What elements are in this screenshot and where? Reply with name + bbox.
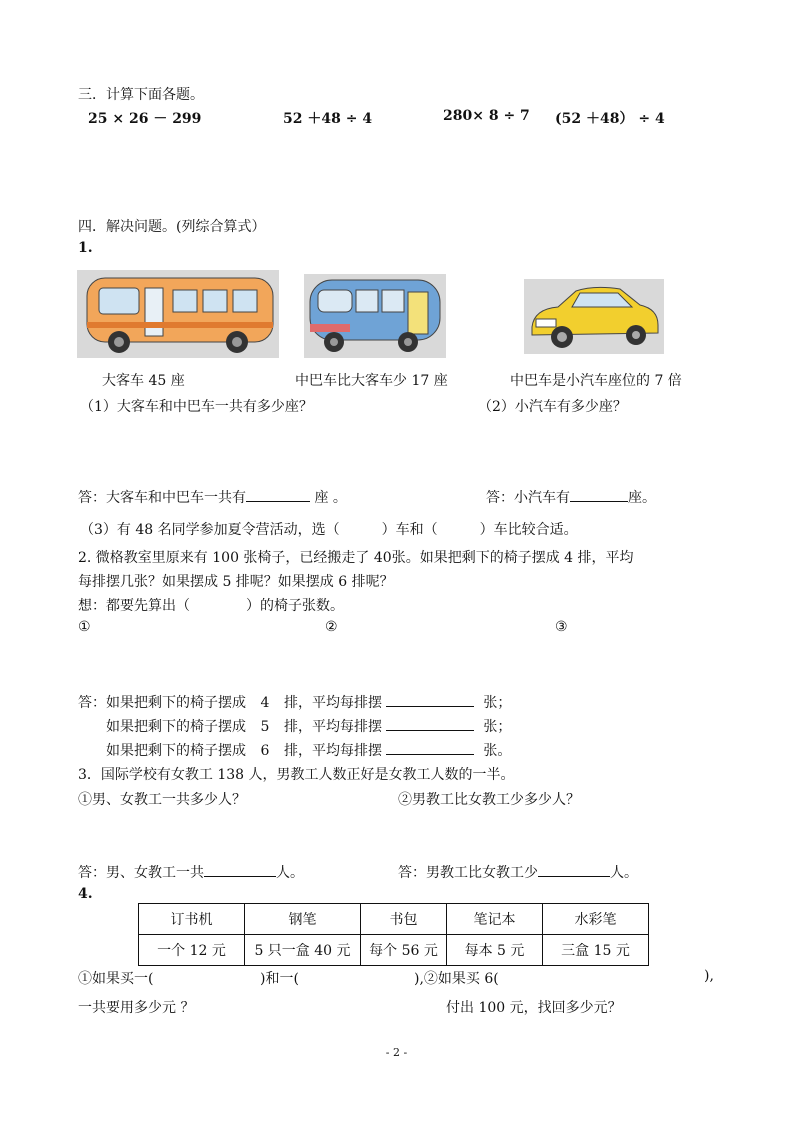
table-header-cell: 笔记本	[447, 904, 543, 935]
question-4-line-1b: )和一(	[260, 971, 299, 987]
price-table	[138, 903, 649, 966]
calc-problem-3: 280× 8 ÷ 7	[443, 108, 530, 124]
table-cell: 5 只一盒 40 元	[245, 935, 361, 966]
calc-problem-2: 52 ＋48 ÷ 4	[283, 111, 373, 127]
answer-1-2	[486, 487, 656, 507]
caption-minibus: 中巴车比大客车少 17 座	[295, 373, 448, 389]
answer-3-2	[398, 862, 638, 882]
question-2-line-1: 2. 微格教室里原来有 100 张椅子，已经搬走了 40张。如果把剩下的椅子摆成 4 排，平均	[78, 550, 634, 566]
question-4-line-1a: ①如果买一(	[78, 971, 154, 987]
answer-1-1	[78, 487, 347, 507]
table-header-cell: 书包	[361, 904, 447, 935]
row-count: 6	[260, 743, 270, 759]
answer-2-row-3	[106, 740, 511, 760]
answer-row-post: 张。	[483, 743, 512, 759]
answer-blank[interactable]	[246, 487, 310, 502]
answer-3-1	[78, 862, 304, 882]
answer-blank[interactable]	[538, 862, 610, 877]
row-count: 5	[260, 719, 270, 735]
answer-row-mid: 排，平均每排摆	[284, 695, 382, 711]
step-mark-3: ③	[555, 619, 568, 635]
caption-car: 中巴车是小汽车座位的 7 倍	[510, 373, 682, 389]
answer-row-pre: 如果把剩下的椅子摆成	[106, 695, 246, 711]
question-1-number: 1.	[78, 240, 93, 256]
question-2-think: 想：都要先算出（ ）的椅子张数。	[78, 598, 344, 614]
question-4-line-1c: ),②如果买 6(	[414, 971, 499, 987]
question-3-line-1: 3．国际学校有女教工 138 人，男教工人数正好是女教工人数的一半。	[78, 767, 515, 783]
row-count: 4	[260, 695, 270, 711]
question-1-sub-2: （2）小汽车有多少座？	[478, 399, 627, 415]
question-4-number: 4.	[78, 886, 93, 902]
table-cell: 每个 56 元	[361, 935, 447, 966]
answer-3-1-suffix: 人。	[276, 865, 304, 881]
step-mark-2: ②	[325, 619, 338, 635]
answer-row-post: 张；	[483, 695, 512, 711]
section4-title: 四．解决问题。(列综合算式）	[78, 219, 266, 235]
answer-2-prefix: 答：	[78, 695, 106, 711]
table-cell: 三盒 15 元	[543, 935, 649, 966]
table-header-cell: 钢笔	[245, 904, 361, 935]
question-2-line-2: 每排摆几张？如果摆成 5 排呢？如果摆成 6 排呢？	[78, 574, 394, 590]
calc-problem-4: (52 ＋48） ÷ 4	[555, 111, 665, 127]
caption-big-bus: 大客车 45 座	[102, 373, 185, 389]
table-cell: 每本 5 元	[447, 935, 543, 966]
question-4-line-2b: 付出 100 元，找回多少元？	[446, 1000, 622, 1016]
answer-blank[interactable]	[386, 692, 474, 707]
question-1-sub-1: （1）大客车和中巴车一共有多少座？	[80, 399, 313, 415]
question-4-line-2a: 一共要用多少元 ？	[78, 1000, 195, 1016]
table-header-cell: 水彩笔	[543, 904, 649, 935]
page-number: - 2 -	[385, 1046, 408, 1059]
answer-2-row-2	[106, 716, 511, 736]
answer-2-row-1	[106, 692, 511, 712]
big-bus-image	[77, 270, 279, 358]
answer-3-2-suffix: 人。	[610, 865, 638, 881]
answer-row-mid: 排，平均每排摆	[284, 719, 382, 735]
question-3-sub-2: ②男教工比女教工少多少人？	[398, 792, 580, 808]
table-row	[139, 904, 649, 935]
answer-row-pre: 如果把剩下的椅子摆成	[106, 743, 246, 759]
answer-row-post: 张；	[483, 719, 512, 735]
step-mark-1: ①	[78, 619, 91, 635]
answer-blank[interactable]	[386, 716, 474, 731]
question-3-sub-1: ①男、女教工一共多少人？	[78, 792, 246, 808]
question-1-sub-3: （3）有 48 名同学参加夏令营活动，选（ ）车和（ ）车比较合适。	[80, 522, 578, 538]
car-image	[524, 279, 664, 354]
answer-1-1-suffix: 座 。	[314, 490, 347, 506]
answer-3-1-prefix: 答：男、女教工一共	[78, 865, 204, 881]
table-header-cell: 订书机	[139, 904, 245, 935]
answer-blank[interactable]	[204, 862, 276, 877]
section3-title: 三．计算下面各题。	[78, 87, 204, 103]
answer-3-2-prefix: 答：男教工比女教工少	[398, 865, 538, 881]
answer-row-pre: 如果把剩下的椅子摆成	[106, 719, 246, 735]
table-row	[139, 935, 649, 966]
answer-blank[interactable]	[386, 740, 474, 755]
answer-row-mid: 排，平均每排摆	[284, 743, 382, 759]
calc-problem-1: 25 × 26 － 299	[88, 111, 202, 127]
table-cell: 一个 12 元	[139, 935, 245, 966]
minibus-image	[304, 274, 446, 358]
answer-1-1-prefix: 答：大客车和中巴车一共有	[78, 490, 246, 506]
question-4-line-1d: ),	[704, 968, 714, 984]
answer-1-2-prefix: 答：小汽车有	[486, 490, 570, 506]
answer-blank[interactable]	[570, 487, 628, 502]
answer-1-2-suffix: 座。	[628, 490, 656, 506]
